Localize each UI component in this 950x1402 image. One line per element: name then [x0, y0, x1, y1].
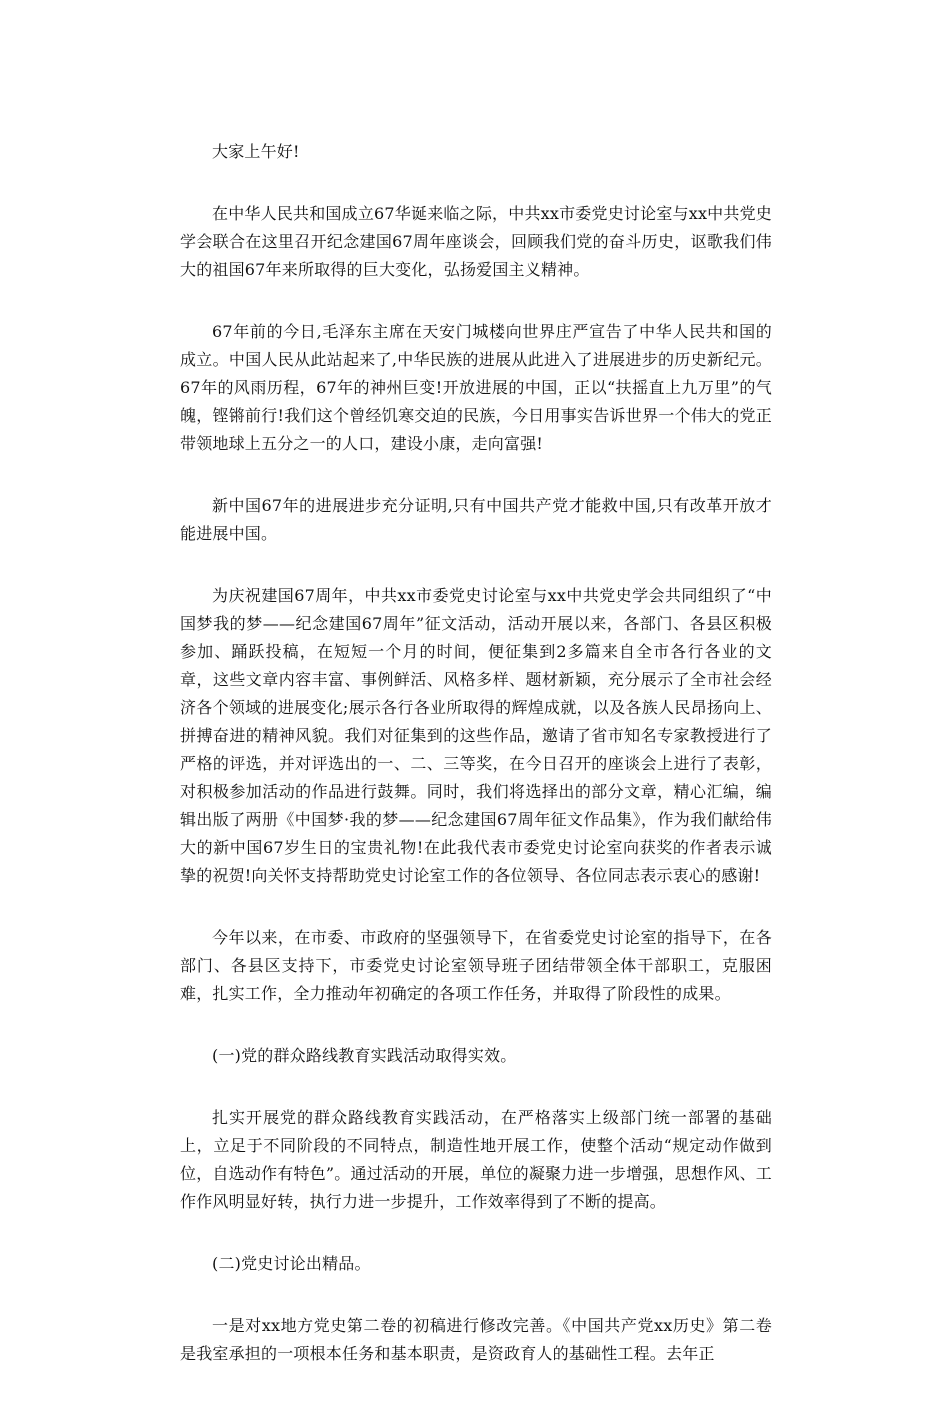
- essay-activity-paragraph: 为庆祝建国67周年，中共xx市委党史讨论室与xx中共党史学会共同组织了“中国梦我的梦——纪念建国67周年”征文活动，活动开展以来，各部门、各县区积极参加、踊跃投稿，在短短一个月的时间，便征集到2多篇来自全市各行各业的文章，这些文章内容丰富、事例鲜活、风格多样、题材新颖，充分展示了全市社会经济各个领域的进展变化;展示各行各业所取得的辉煌成就，以及各族人民昂扬向上、拼搏奋进的精神风貌。我们对征集到的这些作品，邀请了省市知名专家教授进行了严格的评选，并对评选出的一、二、三等奖，在今日召开的座谈会上进行了表彰，对积极参加活动的作品进行鼓舞。同时，我们将选择出的部分文章，精心汇编，编辑出版了两册《中国梦·我的梦——纪念建国67周年征文作品集》，作为我们献给伟大的新中国67岁生日的宝贵礼物!在此我代表市委党史讨论室向获奖的作者表示诚挚的祝贺!向关怀支持帮助党史讨论室工作的各位领导、各位同志表示衷心的感谢!: [180, 586, 772, 885]
- intro-paragraph: 在中华人民共和国成立67华诞来临之际，中共xx市委党史讨论室与xx中共党史学会联合在这里召开纪念建国67周年座谈会，回顾我们党的奋斗历史，讴歌我们伟大的祖国67年来所取得的巨大变化，弘扬爱国主义精神。: [180, 204, 772, 279]
- party-history-paragraph: 一是对xx地方党史第二卷的初稿进行修改完善。《中国共产党xx历史》第二卷是我室承担的一项根本任务和基本职责，是资政育人的基础性工程。去年正: [180, 1316, 772, 1363]
- progress-paragraph: 新中国67年的进展进步充分证明,只有中国共产党才能救中国,只有改革开放才能进展中国。: [180, 496, 772, 543]
- mass-line-paragraph: 扎实开展党的群众路线教育实践活动，在严格落实上级部门统一部署的基础上，立足于不同阶段的不同特点，制造性地开展工作，使整个活动“规定动作做到位，自选动作有特色”。通过活动的开展，单位的凝聚力进一步增强，思想作风、工作作风明显好转，执行力进一步提升，工作效率得到了不断的提高。: [180, 1108, 772, 1211]
- history-paragraph: 67年前的今日,毛泽东主席在天安门城楼向世界庄严宣告了中华人民共和国的成立。中国人民从此站起来了,中华民族的进展从此进入了进展进步的历史新纪元。67年的风雨历程，67年的神州巨变!开放进展的中国，正以“扶摇直上九万里”的气魄，铿锵前行!我们这个曾经饥寒交迫的民族，今日用事实告诉世界一个伟大的党正带领地球上五分之一的人口，建设小康，走向富强!: [180, 322, 772, 453]
- section-heading-1: (一)党的群众路线教育实践活动取得实效。: [212, 1046, 517, 1065]
- greeting-paragraph: 大家上午好!: [212, 142, 300, 161]
- document-body: [180, 138, 772, 1402]
- work-summary-paragraph: 今年以来，在市委、市政府的坚强领导下，在省委党史讨论室的指导下，在各部门、各县区支持下，市委党史讨论室领导班子团结带领全体干部职工，克服困难，扎实工作，全力推动年初确定的各项工作任务，并取得了阶段性的成果。: [180, 928, 772, 1003]
- section-heading-2: (二)党史讨论出精品。: [212, 1254, 371, 1273]
